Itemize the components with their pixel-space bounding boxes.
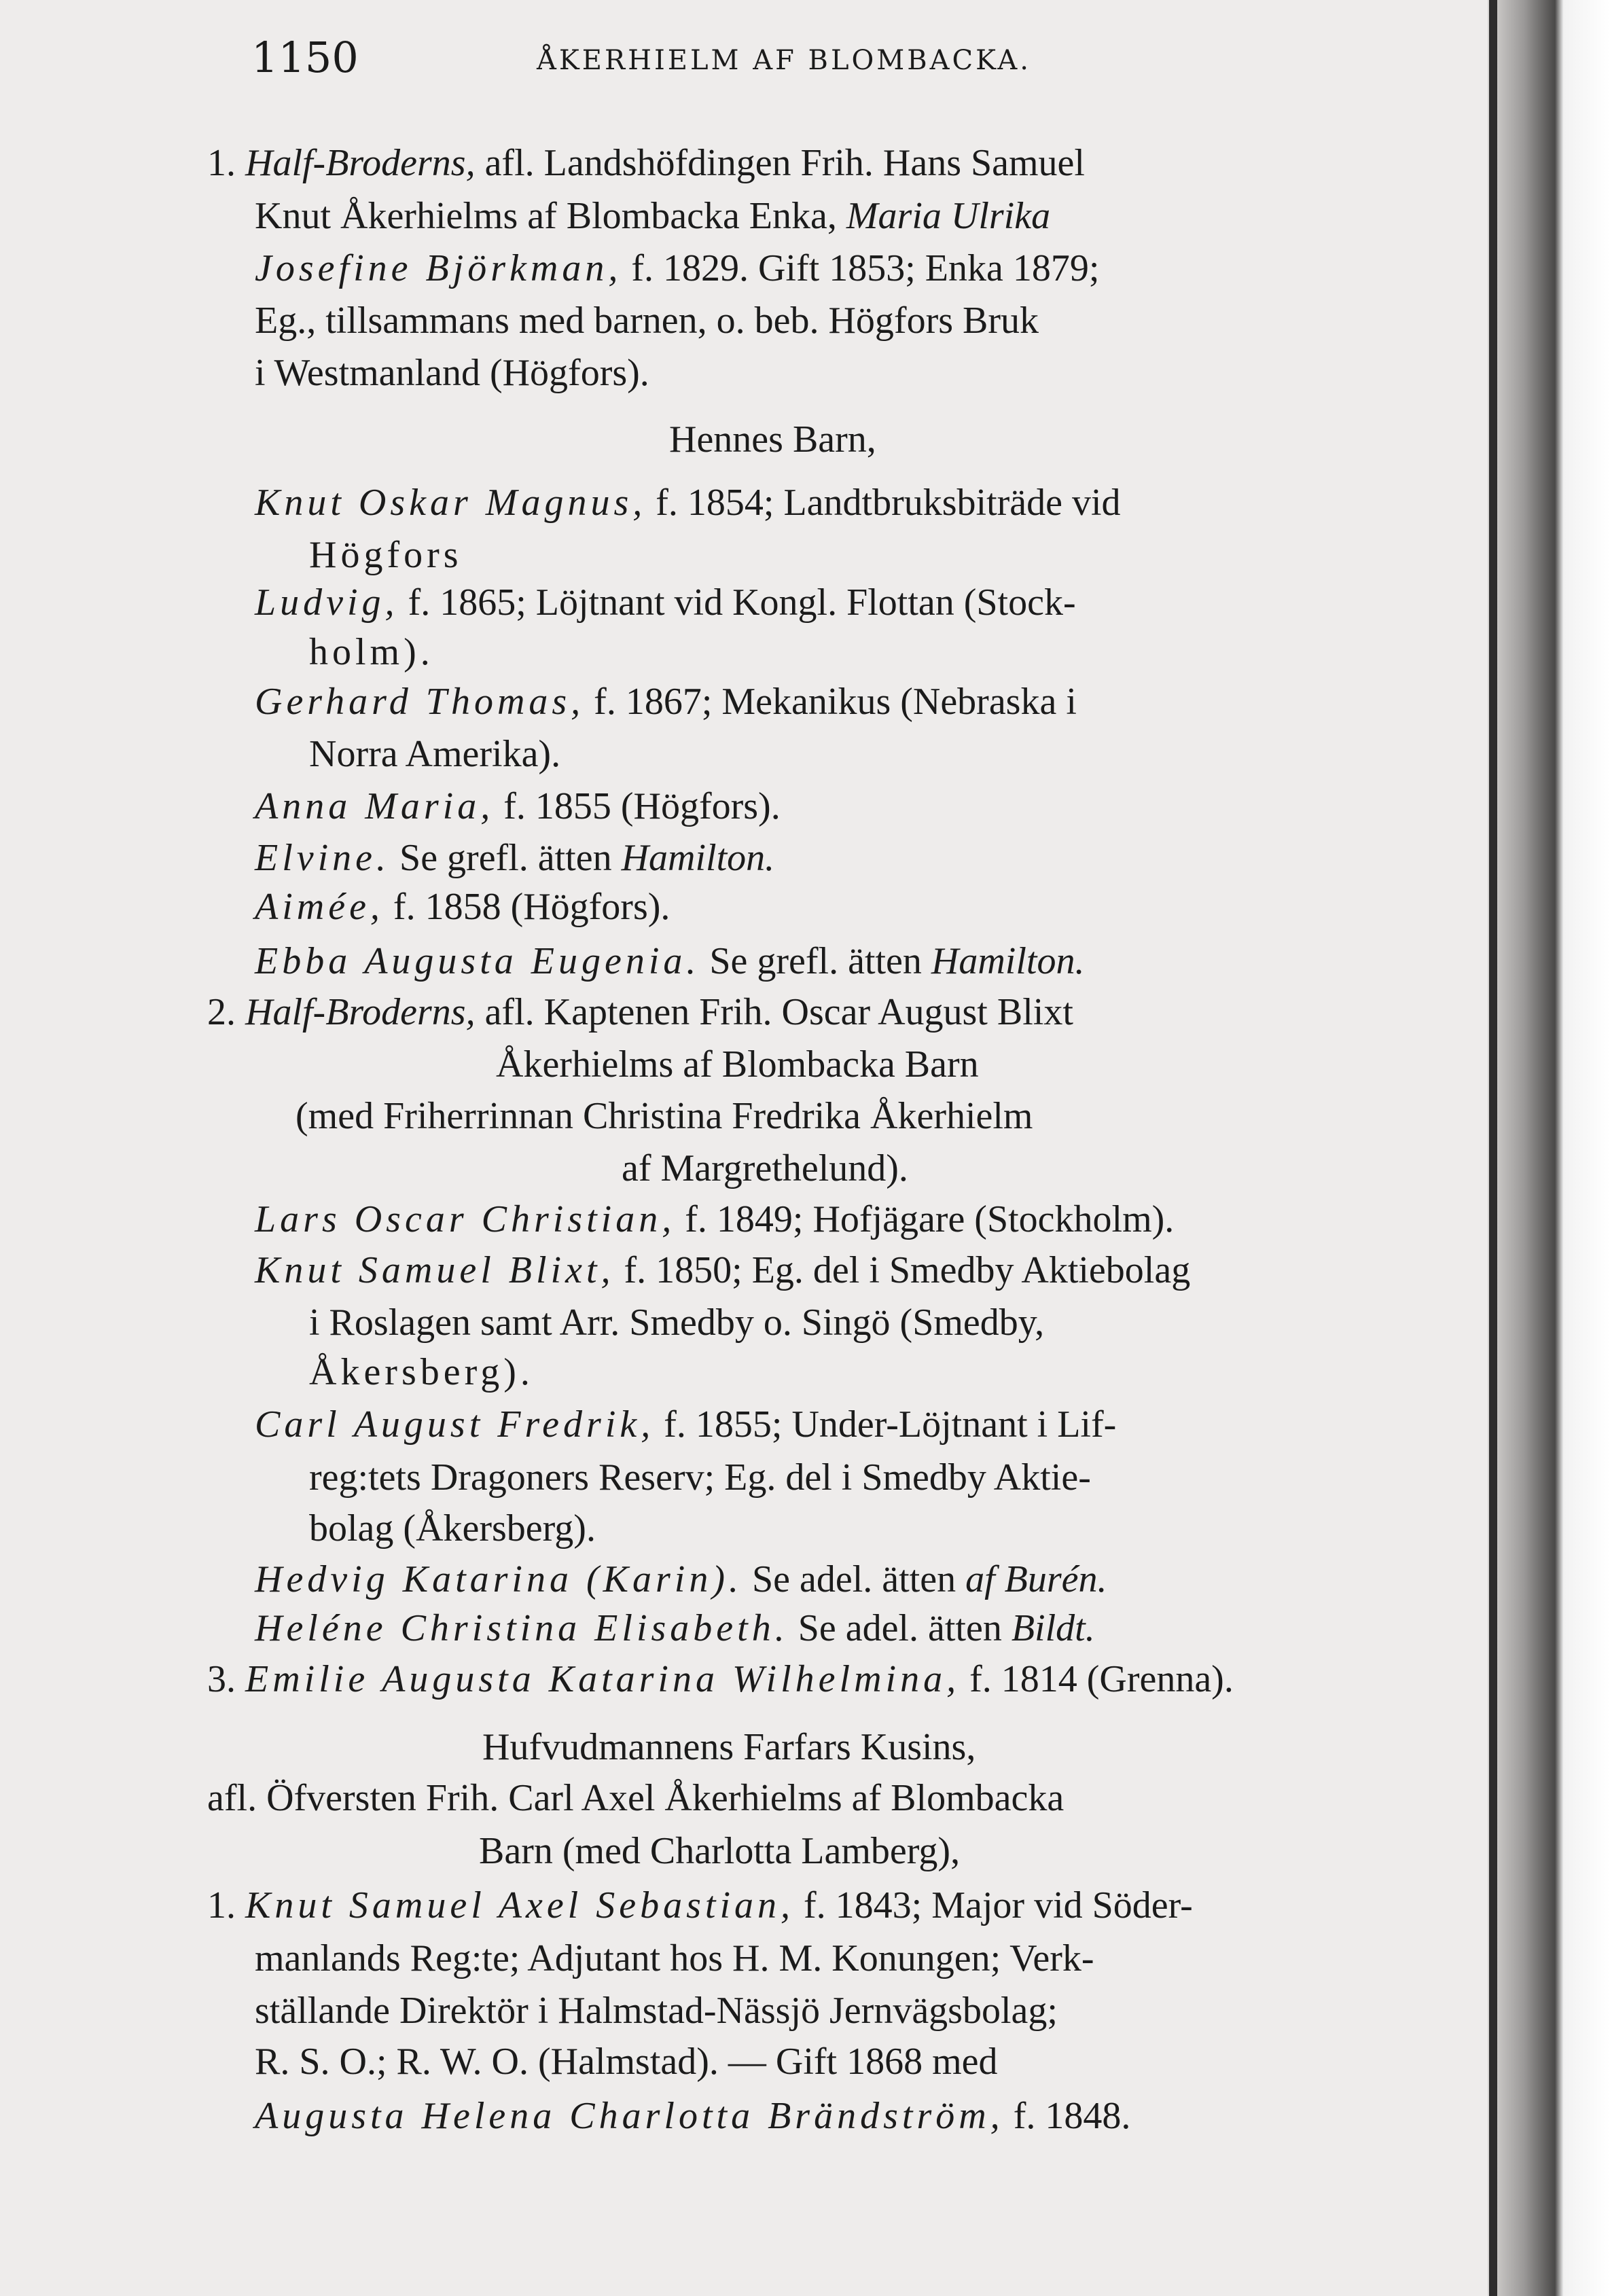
text-line: 2. Half-Broderns, afl. Kaptenen Frih. Oscar August Blixt [207,991,1073,1033]
text-line: Eg., tillsammans med barnen, o. beb. Högfors Bruk [255,300,1039,342]
text-line: ställande Direktör i Halmstad-Nässjö Jernvägsbolag; [255,1990,1058,2032]
page-number: 1150 [251,33,359,82]
section-heading: Hennes Barn, [669,418,876,461]
text-line: Åkerhielms af Blombacka Barn [496,1043,979,1086]
text-line: Elvine. Se grefl. ätten Hamilton. [255,837,775,879]
text-line: Knut Åkerhielms af Blombacka Enka, Maria Ulrika [255,195,1051,237]
text-line: Åkersberg). [309,1351,534,1393]
text-line: afl. Öfversten Frih. Carl Axel Åkerhielms af Blombacka [207,1777,1065,1819]
section-heading: Hufvudmannens Farfars Kusins, [482,1726,976,1768]
text-line: manlands Reg:te; Adjutant hos H. M. Konungen; Verk- [255,1937,1094,1979]
text-line: Josefine Björkman, f. 1829. Gift 1853; Enka 1879; [255,247,1100,289]
text-line: Norra Amerika). [309,733,561,775]
text-line: Barn (med Charlotta Lamberg), [479,1830,961,1872]
text-line: Hedvig Katarina (Karin). Se adel. ätten af Burén. [255,1558,1107,1600]
text-line: Augusta Helena Charlotta Brändström, f. 1848. [255,2095,1131,2137]
text-line: Lars Oscar Christian, f. 1849; Hofjägare (Stockholm). [255,1198,1175,1240]
text-line: Gerhard Thomas, f. 1867; Mekanikus (Nebraska i [255,681,1077,723]
text-line: Knut Oskar Magnus, f. 1854; Landtbruksbiträde vid [255,482,1121,524]
text-line: holm). [309,631,434,673]
text-line: af Margrethelund). [622,1147,908,1189]
text-line: Ebba Augusta Eugenia. Se grefl. ätten Hamilton. [255,940,1085,982]
text-line: Aimée, f. 1858 (Högfors). [255,886,670,928]
text-line: Knut Samuel Blixt, f. 1850; Eg. del i Smedby Aktiebolag [255,1249,1191,1291]
text-line: i Roslagen samt Arr. Smedby o. Singö (Smedby, [309,1302,1045,1344]
running-head: ÅKERHIELM AF BLOMBACKA. [537,45,1032,76]
text-line: 1. Half-Broderns, afl. Landshöfdingen Frih. Hans Samuel [207,142,1085,184]
text-line: Högfors [309,534,463,576]
text-line: reg:tets Dragoners Reserv; Eg. del i Smedby Aktie- [309,1456,1091,1499]
text-line: 3. Emilie Augusta Katarina Wilhelmina, f. 1814 (Grenna). [207,1658,1234,1700]
text-line: Heléne Christina Elisabeth. Se adel. ätten Bildt. [255,1607,1095,1649]
text-line: i Westmanland (Högfors). [255,352,649,394]
binding-edge [1489,0,1497,2296]
text-line: bolag (Åkersberg). [309,1507,596,1549]
text-line: 1. Knut Samuel Axel Sebastian, f. 1843; Major vid Söder- [207,1884,1193,1926]
text-line: (med Friherrinnan Christina Fredrika Åkerhielm [296,1095,1033,1137]
text-line: Carl August Fredrik, f. 1855; Under-Löjtnant i Lif- [255,1403,1117,1446]
page-edge-shadow [1488,0,1610,2296]
text-line: Anna Maria, f. 1855 (Högfors). [255,785,781,827]
text-line: R. S. O.; R. W. O. (Halmstad). — Gift 1868 med [255,2041,998,2083]
text-line: Ludvig, f. 1865; Löjtnant vid Kongl. Flottan (Stock- [255,581,1076,624]
